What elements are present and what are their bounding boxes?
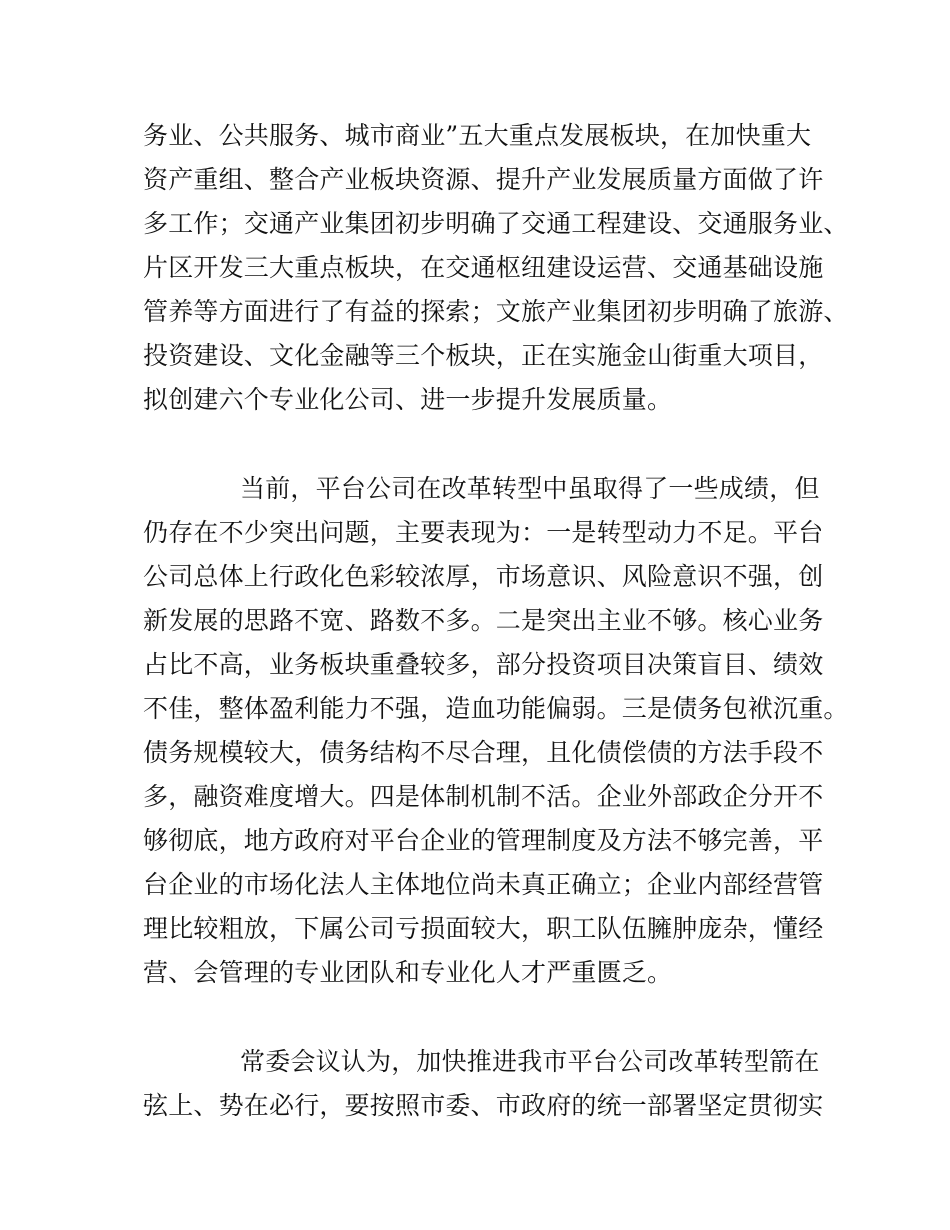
paragraph-2-line-7: 债务规模较大，债务结构不尽合理，且化债偿债的方法手段不 [143, 738, 824, 767]
paragraph-1-line-2: 资产重组、整合产业板块资源、提升产业发展质量方面做了许 [143, 165, 824, 194]
paragraph-1-line-1: 务业、公共服务、城市商业”五大重点发展板块，在加快重大 [143, 121, 812, 150]
paragraph-1-line-4: 片区开发三大重点板块，在交通枢纽建设运营、交通基础设施 [143, 253, 824, 282]
paragraph-1-line-3: 多工作；交通产业集团初步明确了交通工程建设、交通服务业、 [143, 209, 849, 238]
paragraph-2-line-5: 占比不高，业务板块重叠较多，部分投资项目决策盲目、绩效 [143, 650, 824, 679]
paragraph-2-line-3: 公司总体上行政化色彩较浓厚，市场意识、风险意识不强，创 [143, 562, 824, 591]
paragraph-2-line-6: 不佳，整体盈利能力不强，造血功能偏弱。三是债务包袱沉重。 [143, 694, 849, 723]
paragraph-2-line-8: 多，融资难度增大。四是体制机制不活。企业外部政企分开不 [143, 782, 824, 811]
paragraph-2-line-4: 新发展的思路不宽、路数不多。二是突出主业不够。核心业务 [143, 606, 824, 635]
paragraph-2-line-9: 够彻底，地方政府对平台企业的管理制度及方法不够完善，平 [143, 826, 824, 855]
paragraph-3-line-2: 弦上、势在必行，要按照市委、市政府的统一部署坚定贯彻实 [143, 1091, 824, 1120]
paragraph-2-line-1: 当前，平台公司在改革转型中虽取得了一些成绩，但 [240, 474, 820, 503]
paragraph-1-line-5: 管养等方面进行了有益的探索；文旅产业集团初步明确了旅游、 [143, 297, 849, 326]
paragraph-1-line-6: 投资建设、文化金融等三个板块，正在实施金山街重大项目， [143, 341, 824, 370]
paragraph-2-line-11: 理比较粗放，下属公司亏损面较大，职工队伍臃肿庞杂，懂经 [143, 914, 824, 943]
paragraph-2-line-2: 仍存在不少突出问题，主要表现为：一是转型动力不足。平台 [143, 518, 824, 547]
paragraph-2-line-10: 台企业的市场化法人主体地位尚未真正确立；企业内部经营管 [143, 870, 824, 899]
paragraph-3-line-1: 常委会议认为，加快推进我市平台公司改革转型箭在 [240, 1047, 820, 1076]
paragraph-1-line-7: 拟创建六个专业化公司、进一步提升发展质量。 [143, 385, 673, 414]
paragraph-2-line-12: 营、会管理的专业团队和专业化人才严重匮乏。 [143, 958, 673, 987]
